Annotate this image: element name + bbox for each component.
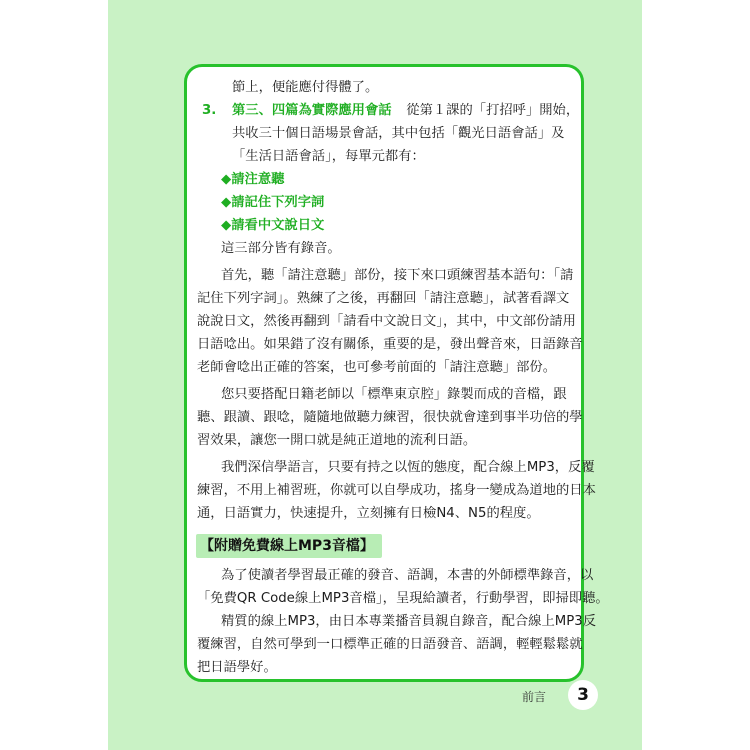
paragraph-line: 聽、跟讀、跟唸，隨隨地做聽力練習，很快就會達到事半功倍的學 [197, 410, 583, 425]
text-line: 從第１課的「打招呼」開始， [393, 103, 580, 118]
bullet-item: ◆請注意聽 [221, 172, 285, 187]
text-line: 這三部分皆有錄音。 [221, 241, 341, 256]
text-line: 節上，便能應付得體了。 [232, 80, 379, 95]
text-line: 共收三十個日語場景會話，其中包括「觀光日語會話」及 [232, 126, 565, 141]
paragraph-line: 老師會唸出正確的答案，也可參考前面的「請注意聽」部份。 [197, 360, 557, 375]
paragraph-line: 精質的線上MP3，由日本專業播音員親自錄音，配合線上MP3反 [221, 614, 597, 629]
text-line: 「生活日語會話」，每單元都有： [232, 149, 425, 164]
list-number: 3. [202, 103, 217, 118]
paragraph-line: 說說日文，然後再翻到「請看中文說日文」，其中，中文部份請用 [197, 314, 576, 329]
paragraph-line: 日語唸出。如果錯了沒有關係，重要的是，發出聲音來，日語錄音 [197, 337, 583, 352]
bullet-item: ◆請記住下列字詞 [221, 195, 325, 210]
paragraph-line: 您只要搭配日籍老師以「標準東京腔」錄製而成的音檔，跟 [221, 387, 567, 402]
paragraph-line: 首先，聽「請注意聽」部份，接下來口頭練習基本語句：「請 [221, 268, 574, 283]
footer-section-label: 前言 [522, 690, 547, 704]
paragraph-line: 為了使讀者學習最正確的發音、語調，本書的外師標準錄音，以 [221, 568, 594, 583]
paragraph-line: 通，日語實力，快速提升，立刻擁有日檢N4、N5的程度。 [197, 506, 540, 521]
page-number-badge: 3 [568, 680, 598, 710]
banner-title: 【附贈免費線上MP3音檔】 [200, 538, 374, 554]
paragraph-line: 把日語學好。 [197, 660, 277, 675]
section-heading: 第三、四篇為實際應用會話 [232, 103, 392, 118]
bullet-item: ◆請看中文說日文 [221, 218, 325, 233]
paragraph-line: 「免費QR Code線上MP3音檔」，呈現給讀者，行動學習，即掃即聽。 [197, 591, 609, 606]
paragraph-line: 習效果，讓您一開口就是純正道地的流利日語。 [197, 433, 477, 448]
paragraph-line: 覆練習，自然可學到一口標準正確的日語發音、語調，輕輕鬆鬆就 [197, 637, 583, 652]
paragraph-line: 我們深信學語言，只要有持之以恆的態度，配合線上MP3，反覆 [221, 460, 595, 475]
paragraph-line: 練習，不用上補習班，你就可以自學成功，搖身一變成為道地的日本 [197, 483, 596, 498]
paragraph-line: 記住下列字詞」。熟練了之後，再翻回「請注意聽」，試著看譯文 [197, 291, 570, 306]
